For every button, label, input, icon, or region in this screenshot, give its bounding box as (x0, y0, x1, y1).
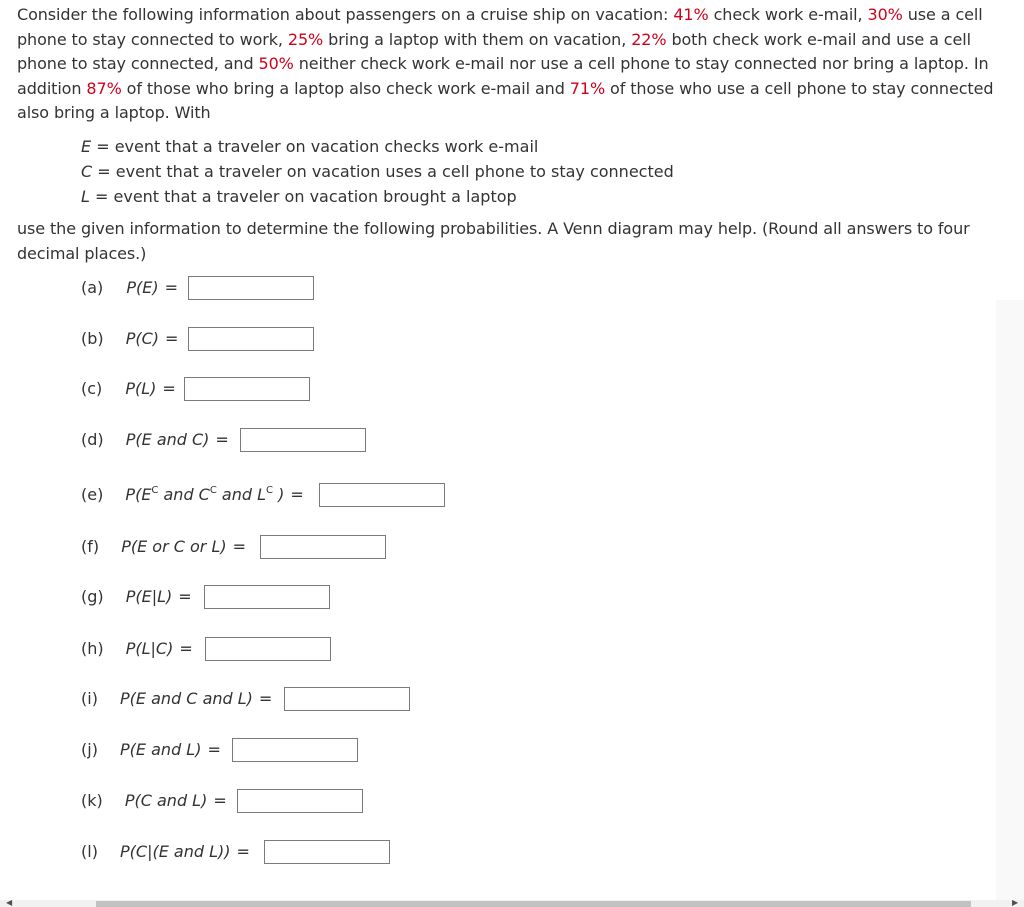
question-b: (b) P(C) = (81, 327, 184, 351)
problem-intro: Consider the following information about passengers on a cruise ship on vacation: 41% check work e-mail, 30% use a cell phone to stay connected to work, 25% bring a laptop with them on vacation, 22% both check work e-mail and use a cell phone to stay connected, and 50% neither check work e-mail nor use a cell phone to stay connected nor bring a laptop. In addition 87% of those who bring a laptop also check work e-mail and 71% of those who use a cell phone to stay connected also bring a laptop. With (17, 5, 994, 123)
question-j: (j) P(E and L) = (81, 738, 227, 762)
value-laptop-email: 87% (86, 78, 122, 98)
answer-input-a[interactable] (188, 276, 314, 300)
answer-input-b[interactable] (188, 327, 314, 351)
definition-l: L = event that a traveler on vacation brought a laptop (81, 187, 517, 206)
answer-input-g[interactable] (204, 585, 330, 609)
answer-input-k[interactable] (237, 789, 363, 813)
horizontal-scrollbar-thumb[interactable] (96, 901, 971, 907)
question-e: (e) $P(E^C$ and $C^C$ and $L^C$ ) = (81, 483, 310, 507)
value-cell: 30% (867, 5, 903, 24)
question-h: (h) P(L|C) = (81, 637, 199, 661)
value-email: 41% (673, 5, 709, 24)
definition-c: C = event that a traveler on vacation uses a cell phone to stay connected (81, 162, 674, 181)
question-c: (c) P(L) = (81, 377, 182, 401)
answer-input-l[interactable] (264, 840, 390, 864)
answer-input-h[interactable] (205, 637, 331, 661)
answer-input-e[interactable] (319, 483, 445, 507)
value-email-and-cell: 22% (631, 29, 667, 49)
instruction-text: use the given information to determine the following probabilities. A Venn diagram may help. (Round all answers to four decimal places.) (17, 219, 970, 263)
right-margin-strip (996, 300, 1024, 900)
answer-input-c[interactable] (184, 377, 310, 401)
answer-input-d[interactable] (240, 428, 366, 452)
question-i: (i) P(E and C and L) = (81, 687, 278, 711)
scroll-right-arrow-icon[interactable]: ▶ (1012, 898, 1019, 907)
answer-input-i[interactable] (284, 687, 410, 711)
answer-input-j[interactable] (232, 738, 358, 762)
question-k: (k) P(C and L) = (81, 789, 233, 813)
question-d: (d) P(E and C) = (81, 428, 235, 452)
answer-input-f[interactable] (260, 535, 386, 559)
question-a: (a) P(E) = (81, 276, 184, 300)
question-f: (f) P(E or C or L) = (81, 535, 252, 559)
question-g: (g) P(E|L) = (81, 585, 198, 609)
value-cell-laptop: 71% (569, 78, 606, 98)
value-laptop: 25% (287, 29, 324, 49)
scroll-left-arrow-icon[interactable]: ◀ (6, 898, 13, 907)
definition-e: E = event that a traveler on vacation checks work e-mail (81, 137, 539, 156)
value-neither: 50% (258, 54, 294, 74)
question-l: (l) P(C|(E and L)) = (81, 840, 256, 864)
